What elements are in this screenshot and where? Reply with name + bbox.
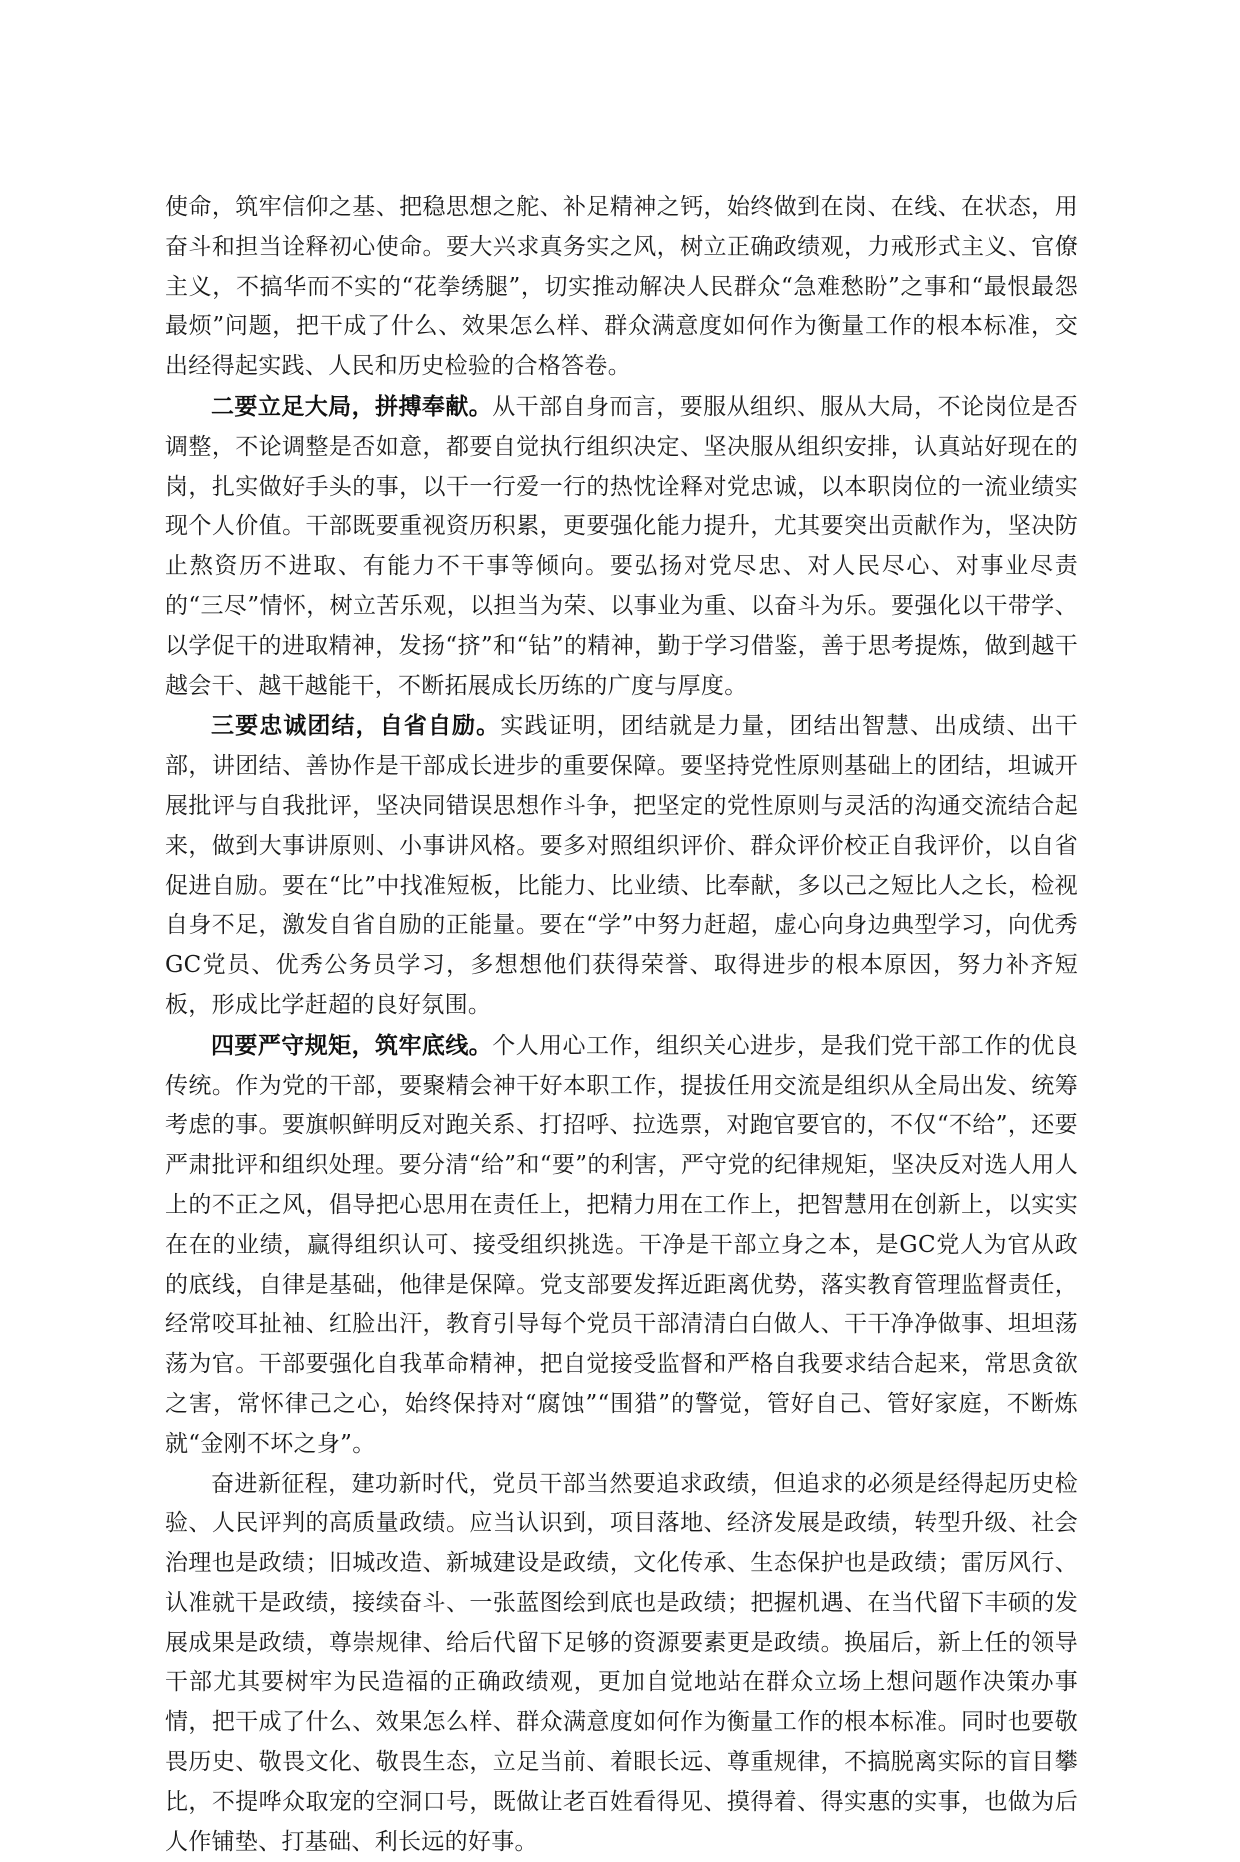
paragraph-text: 使命，筑牢信仰之基、把稳思想之舵、补足精神之钙，始终做到在岗、在线、在状态，用奋斗和担当诠释初心使命。要大兴求真务实之风，树立正确政绩观，力戒形式主义、官僚主义，不搞华而不实的“花拳绣腿”，切实推动解决人民群众“急难愁盼”之事和“最恨最怨最烦”问题，把干成了什么、效果怎么样、群众满意度如何作为衡量工作的根本标准，交出经得起实践、人民和历史检验的合格答卷。 (165, 194, 1078, 379)
paragraph-text: 个人用心工作，组织关心进步，是我们党干部工作的优良传统。作为党的干部，要聚精会神干好本职工作，提拔任用交流是组织从全局出发、统筹考虑的事。要旗帜鲜明反对跑关系、打招呼、拉选票，对跑官要官的，不仅“不给”，还要严肃批评和组织处理。要分清“给”和“要”的利害，严守党的纪律规矩，坚决反对选人用人上的不正之风，倡导把心思用在责任上，把精力用在工作上，把智慧用在创新上，以实实在在的业绩，赢得组织认可、接受组织挑选。干净是干部立身之本，是GC党人为官从政的底线，自律是基础，他律是保障。党支部要发挥近距离优势，落实教育管理监督责任，经常咬耳扯袖、红脸出汗，教育引导每个党员干部清清白白做人、干干净净做事、坦坦荡荡为官。干部要强化自我革命精神，把自觉接受监督和严格自我要求结合起来，常思贪欲之害，常怀律己之心，始终保持对“腐蚀”“围猎”的警觉，管好自己、管好家庭，不断炼就“金刚不坏之身”。 (165, 1033, 1078, 1457)
paragraph-point-four (165, 1026, 1078, 1465)
paragraph-point-three (165, 706, 1078, 1025)
paragraph-conclusion (165, 1465, 1078, 1862)
paragraph-heading: 二要立足大局，拼搏奉献。 (211, 393, 492, 420)
paragraph-intro (165, 188, 1078, 387)
paragraph-text: 奋进新征程，建功新时代，党员干部当然要追求政绩，但追求的必须是经得起历史检验、人民评判的高质量政绩。应当认识到，项目落地、经济发展是政绩，转型升级、社会治理也是政绩；旧城改造、新城建设是政绩，文化传承、生态保护也是政绩；雷厉风行、认准就干是政绩，接续奋斗、一张蓝图绘到底也是政绩；把握机遇、在当代留下丰硕的发展成果是政绩，尊崇规律、给后代留下足够的资源要素更是政绩。换届后，新上任的领导干部尤其要树牢为民造福的正确政绩观，更加自觉地站在群众立场上想问题作决策办事情，把干成了什么、效果怎么样、群众满意度如何作为衡量工作的根本标准。同时也要敬畏历史、敬畏文化、敬畏生态，立足当前、着眼长远、尊重规律，不搞脱离实际的盲目攀比，不提哗众取宠的空洞口号，既做让老百姓看得见、摸得着、得实惠的实事，也做为后人作铺垫、打基础、利长远的好事。 (165, 1471, 1078, 1855)
paragraph-point-two (165, 387, 1078, 706)
paragraph-text: 实践证明，团结就是力量，团结出智慧、出成绩、出干部，讲团结、善协作是干部成长进步的重要保障。要坚持党性原则基础上的团结，坦诚开展批评与自我批评，坚决同错误思想作斗争，把坚定的党性原则与灵活的沟通交流结合起来，做到大事讲原则、小事讲风格。要多对照组织评价、群众评价校正自我评价，以自省促进自励。要在“比”中找准短板，比能力、比业绩、比奉献，多以己之短比人之长，检视自身不足，激发自省自励的正能量。要在“学”中努力赶超，虚心向身边典型学习，向优秀GC党员、优秀公务员学习，多想想他们获得荣誉、取得进步的根本原因，努力补齐短板，形成比学赶超的良好氛围。 (165, 713, 1078, 1018)
paragraph-heading: 三要忠诚团结，自省自励。 (211, 712, 500, 739)
paragraph-heading: 四要严守规矩，筑牢底线。 (211, 1032, 492, 1059)
paragraph-text: 从干部自身而言，要服从组织、服从大局，不论岗位是否调整，不论调整是否如意，都要自觉执行组织决定、坚决服从组织安排，认真站好现在的岗，扎实做好手头的事，以干一行爱一行的热忱诠释对党忠诚，以本职岗位的一流业绩实现个人价值。干部既要重视资历积累，更要强化能力提升，尤其要突出贡献作为，坚决防止熬资历不进取、有能力不干事等倾向。要弘扬对党尽忠、对人民尽心、对事业尽责的“三尽”情怀，树立苦乐观，以担当为荣、以事业为重、以奋斗为乐。要强化以干带学、以学促干的进取精神，发扬“挤”和“钻”的精神，勤于学习借鉴，善于思考提炼，做到越干越会干、越干越能干，不断拓展成长历练的广度与厚度。 (165, 394, 1078, 699)
document-body (165, 188, 1078, 1862)
